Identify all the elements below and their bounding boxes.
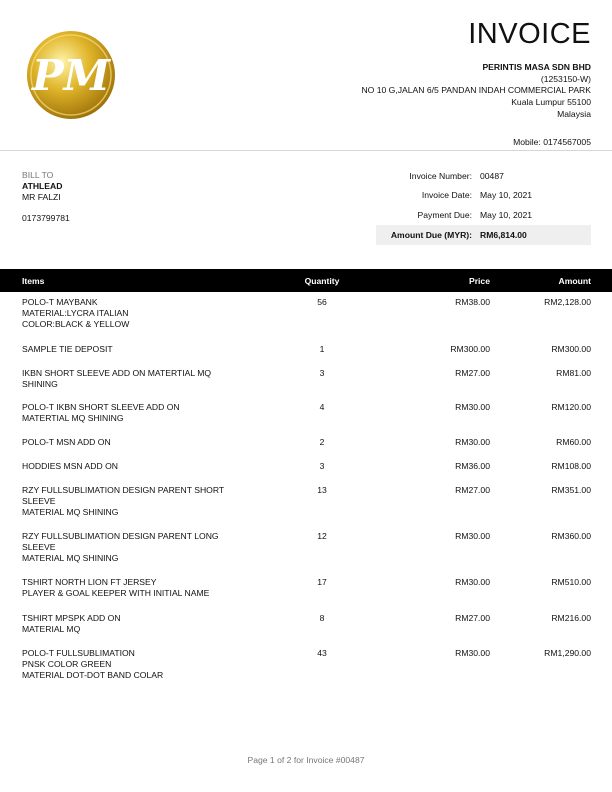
company-logo bbox=[26, 30, 116, 120]
meta-row-amount-due bbox=[376, 225, 591, 245]
bill-to bbox=[22, 170, 70, 224]
item-amount: RM81.00 bbox=[556, 368, 591, 378]
meta-row-payment-due bbox=[376, 205, 591, 225]
item-price: RM30.00 bbox=[455, 648, 490, 658]
meta-label: Invoice Number: bbox=[409, 170, 472, 181]
col-amount: Amount bbox=[558, 276, 591, 286]
item-description: POLO-T MSN ADD ON bbox=[22, 437, 111, 447]
item-description: POLO-T MAYBANK MATERIAL:LYCRA ITALIAN COLOR:BLACK & YELLOW bbox=[22, 297, 130, 329]
meta-row-invoice-number bbox=[376, 166, 591, 186]
item-price: RM300.00 bbox=[450, 344, 490, 354]
item-price: RM38.00 bbox=[455, 297, 490, 307]
item-description: POLO-T IKBN SHORT SLEEVE ADD ON MATERTIAL MQ SHINING bbox=[22, 402, 180, 423]
item-quantity: 3 bbox=[319, 368, 325, 378]
bill-to-contact: MR FALZI bbox=[22, 192, 61, 202]
amount-due-value: RM6,814.00 bbox=[480, 229, 527, 240]
bill-to-phone: 0173799781 bbox=[22, 213, 70, 223]
item-quantity: 17 bbox=[317, 577, 327, 587]
logo-text: PM bbox=[31, 51, 111, 100]
items-table-header bbox=[0, 269, 612, 292]
col-price: Price bbox=[468, 276, 490, 286]
col-items: Items bbox=[22, 276, 45, 286]
item-description: TSHIRT MPSPK ADD ON MATERIAL MQ bbox=[22, 613, 121, 634]
item-quantity: 1 bbox=[319, 344, 325, 354]
item-amount: RM120.00 bbox=[551, 402, 591, 412]
item-amount: RM216.00 bbox=[551, 613, 591, 623]
item-quantity: 3 bbox=[319, 461, 325, 471]
item-price: RM36.00 bbox=[455, 461, 490, 471]
item-quantity: 4 bbox=[319, 402, 325, 412]
item-quantity: 8 bbox=[319, 613, 325, 623]
bill-to-label: BILL TO bbox=[22, 170, 54, 180]
item-price: RM30.00 bbox=[455, 437, 490, 447]
item-price: RM30.00 bbox=[455, 577, 490, 587]
item-price: RM27.00 bbox=[455, 485, 490, 495]
item-quantity: 56 bbox=[317, 297, 327, 307]
item-amount: RM300.00 bbox=[551, 344, 591, 354]
item-amount: RM60.00 bbox=[556, 437, 591, 447]
company-info bbox=[361, 62, 591, 148]
header-divider bbox=[0, 150, 612, 151]
item-amount: RM360.00 bbox=[551, 531, 591, 541]
company-mobile: Mobile: 0174567005 bbox=[513, 136, 591, 147]
item-quantity: 2 bbox=[319, 437, 325, 447]
page-footer: Page 1 of 2 for Invoice #00487 bbox=[247, 755, 365, 765]
col-quantity: Quantity bbox=[304, 276, 340, 286]
company-reg: (1253150-W) bbox=[540, 73, 591, 84]
meta-value: May 10, 2021 bbox=[480, 190, 533, 201]
item-description: RZY FULLSUBLIMATION DESIGN PARENT LONG SLEEVE MATERIAL MQ SHINING bbox=[22, 531, 219, 563]
bill-to-name: ATHLEAD bbox=[22, 181, 63, 191]
item-price: RM30.00 bbox=[455, 531, 490, 541]
item-description: IKBN SHORT SLEEVE ADD ON MATERTIAL MQ SHINING bbox=[22, 368, 212, 389]
meta-label: Invoice Date: bbox=[421, 190, 472, 201]
item-description: POLO-T FULLSUBLIMATION PNSK COLOR GREEN MATERIAL DOT-DOT BAND COLAR bbox=[22, 648, 164, 680]
item-amount: RM108.00 bbox=[551, 461, 591, 471]
item-amount: RM2,128.00 bbox=[544, 297, 591, 307]
item-amount: RM510.00 bbox=[551, 577, 591, 587]
invoice-meta bbox=[376, 166, 591, 245]
item-quantity: 13 bbox=[317, 485, 327, 495]
item-description: SAMPLE TIE DEPOSIT bbox=[22, 344, 113, 354]
item-quantity: 12 bbox=[317, 531, 327, 541]
item-amount: RM1,290.00 bbox=[544, 648, 591, 658]
item-description: HODDIES MSN ADD ON bbox=[22, 461, 118, 471]
meta-row-invoice-date bbox=[376, 186, 591, 206]
item-description: TSHIRT NORTH LION FT JERSEY PLAYER & GOAL KEEPER WITH INITIAL NAME bbox=[22, 577, 210, 598]
item-description: RZY FULLSUBLIMATION DESIGN PARENT SHORT SLEEVE MATERIAL MQ SHINING bbox=[22, 485, 225, 517]
company-country: Malaysia bbox=[557, 108, 591, 119]
item-quantity: 43 bbox=[317, 648, 327, 658]
meta-value: May 10, 2021 bbox=[480, 209, 533, 220]
meta-value: 00487 bbox=[480, 170, 504, 181]
item-price: RM27.00 bbox=[455, 613, 490, 623]
company-city: Kuala Lumpur 55100 bbox=[511, 97, 591, 108]
item-price: RM27.00 bbox=[455, 368, 490, 378]
meta-label: Payment Due: bbox=[417, 209, 472, 220]
item-amount: RM351.00 bbox=[551, 485, 591, 495]
invoice-title: INVOICE bbox=[468, 18, 591, 50]
company-address: NO 10 G,JALAN 6/5 PANDAN INDAH COMMERCIAL PARK bbox=[361, 85, 591, 96]
meta-label: Amount Due (MYR): bbox=[390, 229, 472, 240]
item-price: RM30.00 bbox=[455, 402, 490, 412]
company-name: PERINTIS MASA SDN BHD bbox=[482, 62, 591, 72]
